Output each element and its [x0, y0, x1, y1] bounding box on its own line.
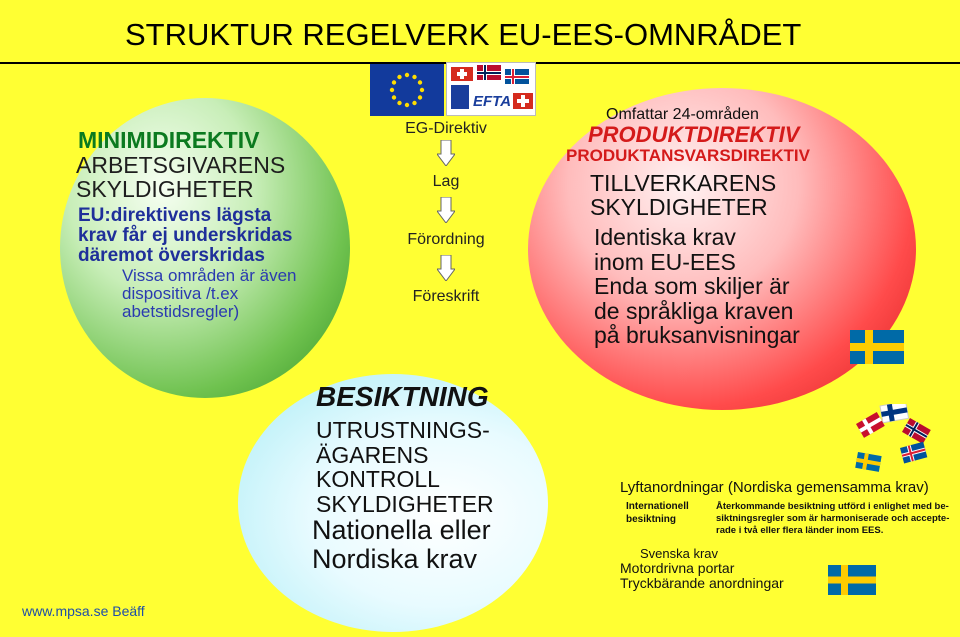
inspection-notice: [622, 501, 950, 542]
swedish-requirements: [620, 547, 784, 591]
eu-stars-icon: [371, 65, 443, 115]
minimum-directive-text: [78, 128, 378, 321]
employer-label-line2: SKYLDIGHETER: [76, 176, 254, 203]
down-arrow-icon: [437, 140, 455, 166]
minimum-rule-line2: krav får ej underskridas: [78, 225, 293, 247]
swedish-flag-small-icon: [828, 565, 876, 595]
inspection-line1: UTRUSTNINGS-: [316, 416, 490, 443]
minimum-rule-line1: EU:direktivens lägsta: [78, 204, 272, 226]
minimum-directive-heading: MINIMIDIREKTIV: [78, 127, 260, 153]
notice-right-line1: Återkommande besiktning utförd i enlighet med be-: [716, 501, 949, 512]
inspection-text: [312, 381, 494, 575]
page-title: STRUKTUR REGELVERK EU-EES-OMNRÅDET: [125, 17, 802, 52]
inspection-line5: Nationella eller: [312, 515, 491, 546]
inspection-line4: SKYLDIGHETER: [316, 490, 494, 517]
flow-item-eg-direktiv: EG-Direktiv: [405, 120, 487, 137]
dispositive-note-line2: dispositiva /t.ex: [122, 284, 239, 303]
language-line2: de språkliga kraven: [594, 297, 794, 324]
identical-req-line2: inom EU-EES: [594, 248, 736, 275]
down-arrow-icon: [437, 255, 455, 281]
eu-logo: [370, 64, 444, 116]
nordic-requirements-label: Lyftanordningar (Nordiska gemensamma krav): [620, 479, 929, 496]
efta-label: EFTA: [473, 93, 512, 110]
scope-label: Omfattar 24-områden: [606, 106, 759, 123]
swedish-flag-icon: [850, 330, 904, 364]
language-line1: Enda som skiljer är: [594, 273, 790, 300]
employer-label-line1: ARBETSGIVARENS: [76, 151, 286, 178]
flow-item-forordning: Förordning: [407, 231, 485, 248]
inspection-line6: Nordiska krav: [312, 544, 478, 575]
inspection-line2: ÄGARENS: [316, 441, 429, 468]
minimum-rule-line3: däremot överskridas: [78, 245, 265, 267]
swedish-req-doors: Motordrivna portar: [620, 559, 735, 576]
down-arrow-icon: [437, 197, 455, 223]
swedish-req-heading: Svenska krav: [640, 546, 719, 561]
nordic-flags-icon: [852, 404, 938, 480]
swedish-req-pressure: Tryckbärande anordningar: [620, 574, 784, 591]
identical-req-line1: Identiska krav: [594, 224, 736, 251]
notice-right-line2: siktningsregler som är harmoniserade och accepte-: [716, 513, 950, 524]
language-line3: på bruksanvisningar: [594, 322, 800, 349]
product-directive-heading: PRODUKTDIREKTIV: [588, 122, 800, 148]
flow-item-foreskrift: Föreskrift: [412, 288, 480, 305]
efta-logo: [446, 62, 536, 116]
inspection-line3: KONTROLL: [316, 466, 440, 493]
product-liability-heading: PRODUKTANSVARSDIREKTIV: [566, 145, 810, 165]
manufacturer-line2: SKYLDIGHETER: [590, 194, 768, 221]
footer-link[interactable]: www.mpsa.se Beäff: [22, 603, 145, 619]
manufacturer-line1: TILLVERKARENS: [590, 169, 777, 196]
dispositive-note-line3: abetstidsregler): [122, 302, 240, 322]
notice-right-line3: rade i två eller flera länder inom EES.: [716, 525, 884, 536]
inspection-heading: BESIKTNING: [316, 381, 489, 412]
dispositive-note-line1: Vissa områden är även: [122, 265, 297, 285]
flow-item-lag: Lag: [432, 173, 460, 190]
notice-left-line1: Internationell: [626, 501, 689, 512]
notice-left-line2: besiktning: [626, 514, 677, 525]
product-directive-text: [568, 106, 810, 348]
